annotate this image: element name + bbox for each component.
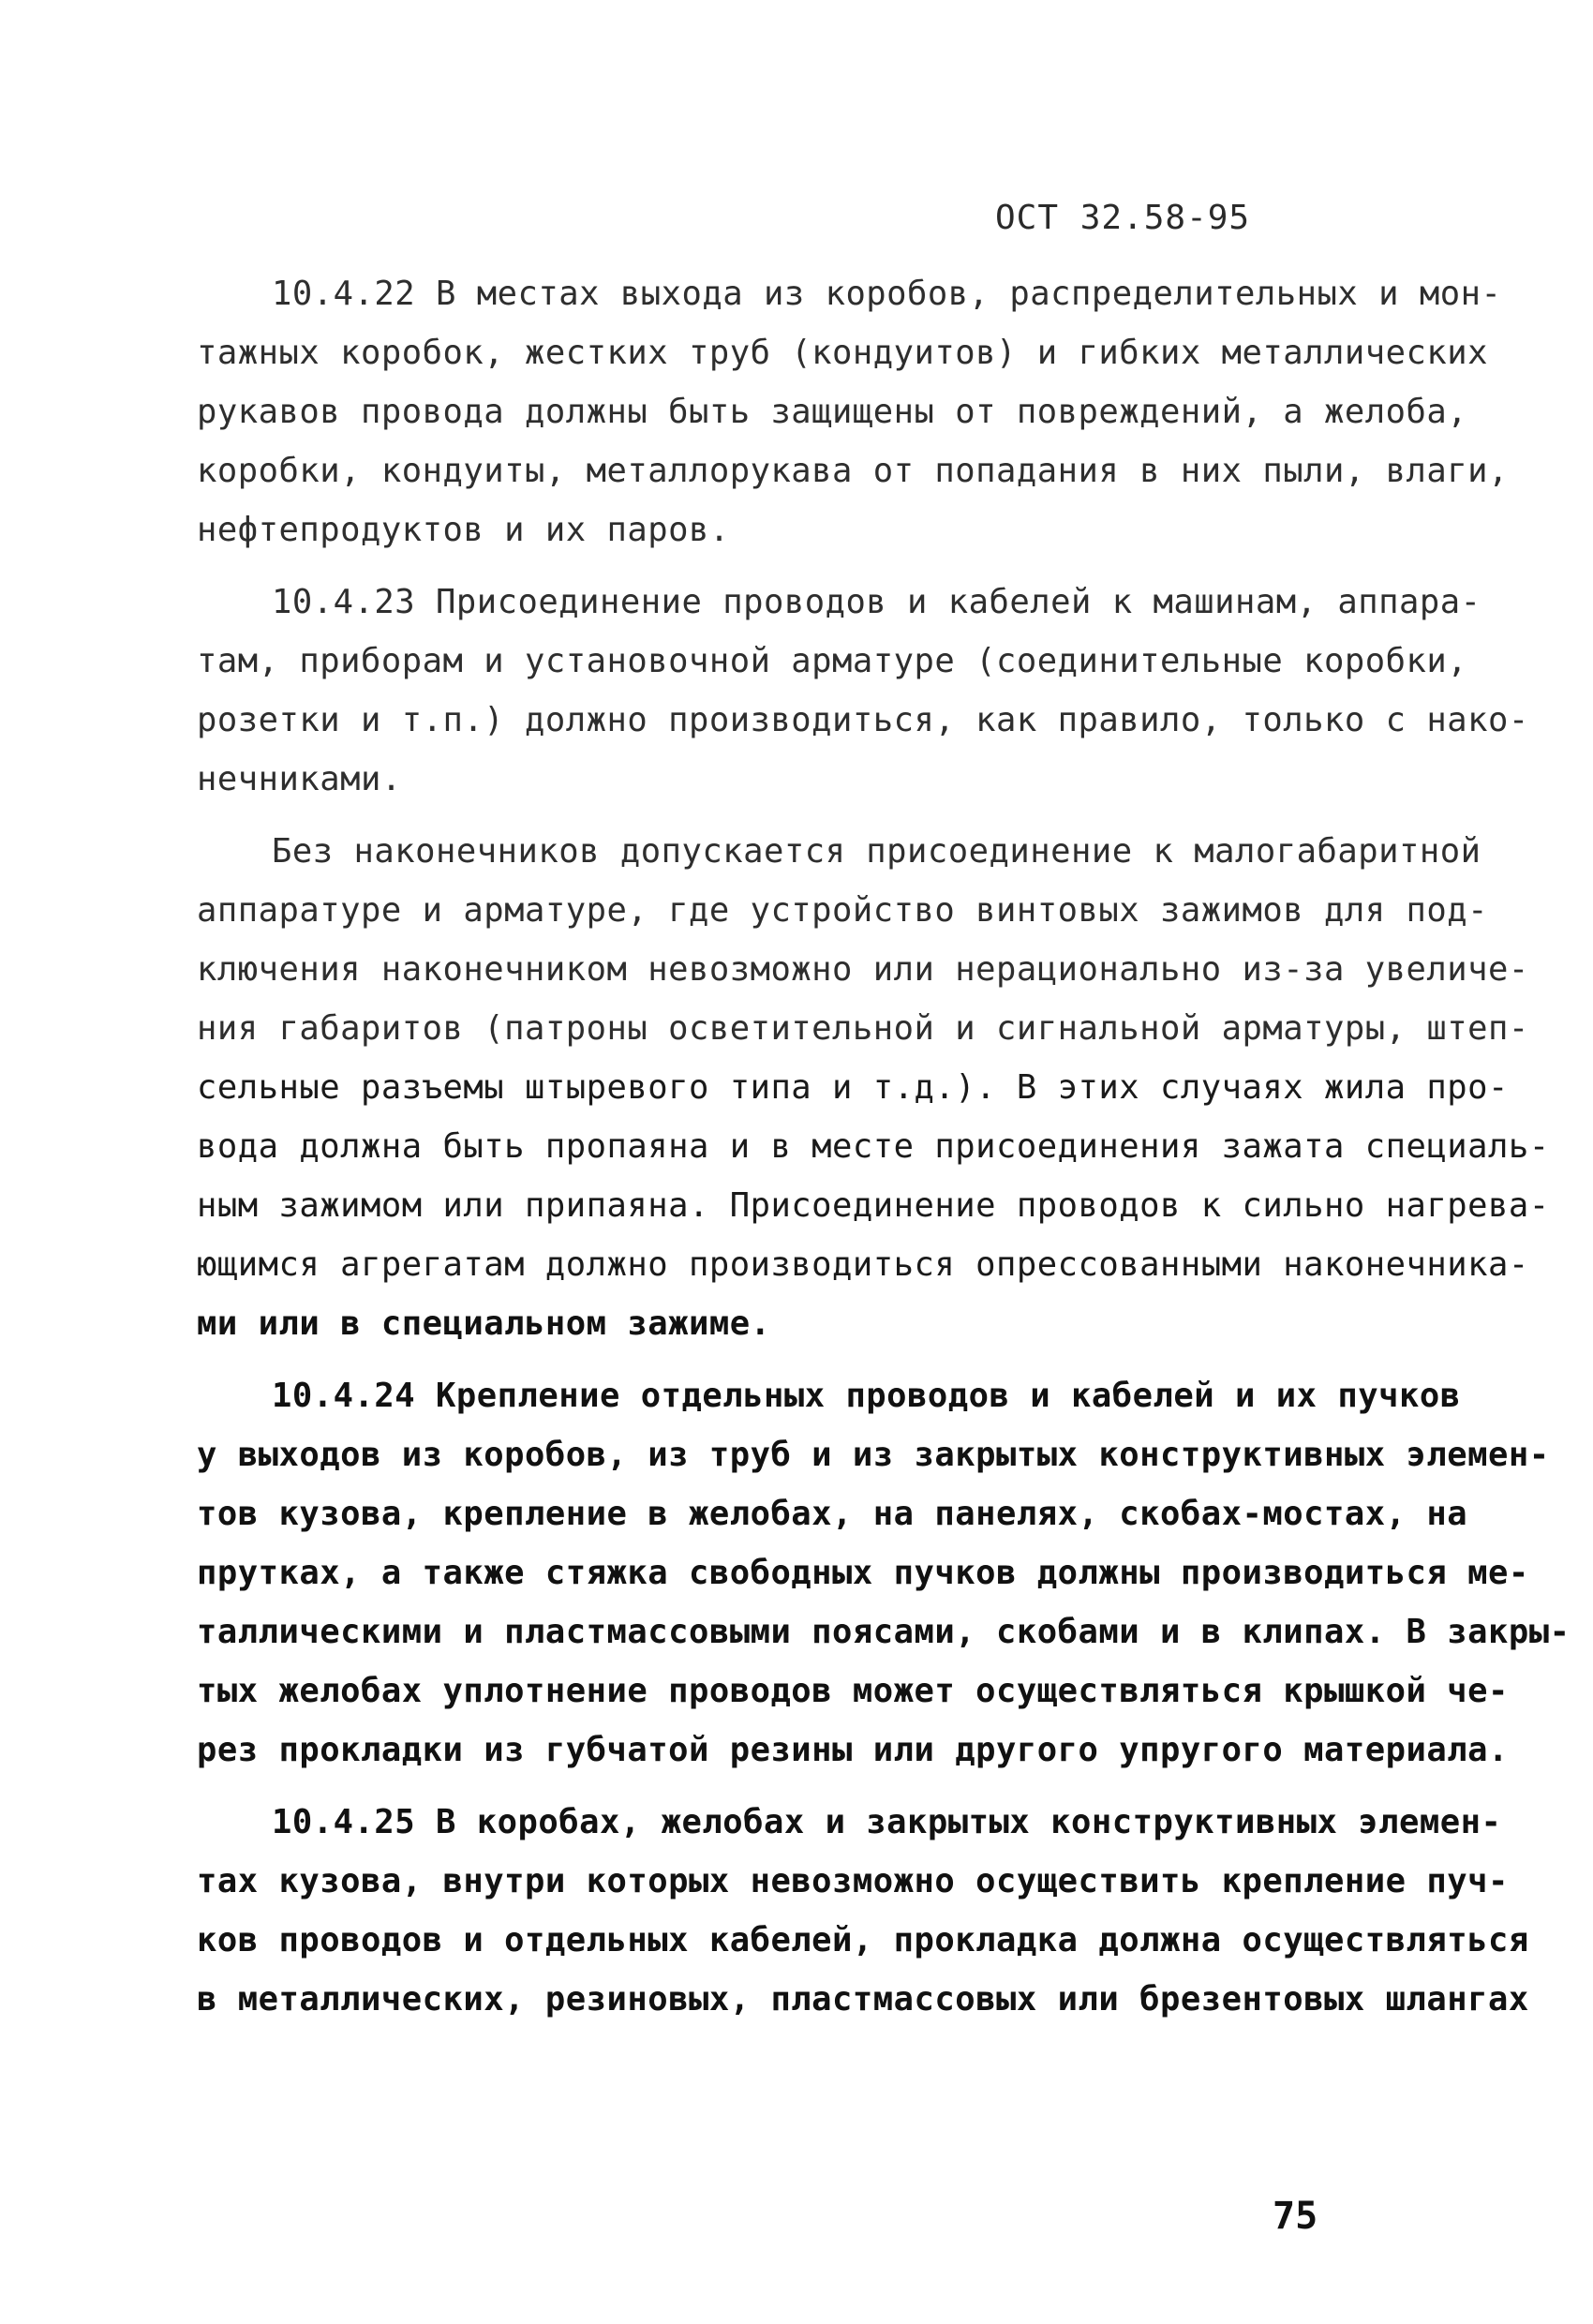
text-line: таллическими и пластмассовыми поясами, скобами и в клипах. В закры- [197,1613,1571,1651]
text-line: 10.4.24 Крепление отдельных проводов и кабелей и их пучков [272,1377,1461,1415]
text-line: тов кузова, крепление в желобах, на панелях, скобах-мостах, на [197,1495,1468,1533]
text-line: прутках, а также стяжка свободных пучков должны производиться ме- [197,1554,1529,1592]
text-line: ния габаритов (патроны осветительной и сигнальной арматуры, штеп- [197,1009,1529,1048]
text-line: ным зажимом или припаяна. Присоединение проводов к сильно нагрева- [197,1186,1550,1225]
text-line: там, приборам и установочной арматуре (соединительные коробки, [197,642,1468,680]
text-line: рез прокладки из губчатой резины или другого упругого материала. [197,1731,1509,1769]
text-line: ми или в специальном зажиме. [197,1304,771,1343]
text-line: тых желобах уплотнение проводов может осуществляться крышкой че- [197,1672,1509,1710]
text-line: Без наконечников допускается присоединение к малогабаритной [272,832,1481,871]
text-line: нечниками. [197,760,402,798]
text-line: розетки и т.п.) должно производиться, как правило, только с нако- [197,701,1529,739]
text-line: нефтепродуктов и их паров. [197,511,730,549]
text-line: аппаратуре и арматуре, где устройство винтовых зажимов для под- [197,891,1488,930]
text-line: 10.4.22 В местах выхода из коробов, распределительных и мон- [272,275,1502,313]
page-number: 75 [1273,2195,1318,2238]
text-line: тах кузова, внутри которых невозможно осуществить крепление пуч- [197,1862,1509,1900]
text-line: вода должна быть пропаяна и в месте присоединения зажата специаль- [197,1127,1550,1166]
text-line: 10.4.25 В коробах, желобах и закрытых конструктивных элемен- [272,1803,1502,1841]
document-code: ОСТ 32.58-95 [995,199,1251,237]
text-line: коробки, кондуиты, металлорукава от попадания в них пыли, влаги, [197,452,1509,490]
text-line: ков проводов и отдельных кабелей, прокладка должна осуществляться [197,1921,1529,1959]
text-line: тажных коробок, жестких труб (кондуитов) и гибких металлических [197,334,1488,372]
text-line: рукавов провода должны быть защищены от повреждений, а желоба, [197,393,1468,431]
text-line: ключения наконечником невозможно или нерационально из-за увеличе- [197,950,1529,989]
text-line: у выходов из коробов, из труб и из закрытых конструктивных элемен- [197,1436,1550,1474]
text-line: 10.4.23 Присоединение проводов и кабелей к машинам, аппара- [272,583,1481,621]
text-line: в металлических, резиновых, пластмассовых или брезентовых шлангах [197,1980,1529,2019]
text-line: сельные разъемы штыревого типа и т.д.). В этих случаях жила про- [197,1068,1509,1107]
text-line: ющимся агрегатам должно производиться опрессованными наконечника- [197,1245,1529,1284]
